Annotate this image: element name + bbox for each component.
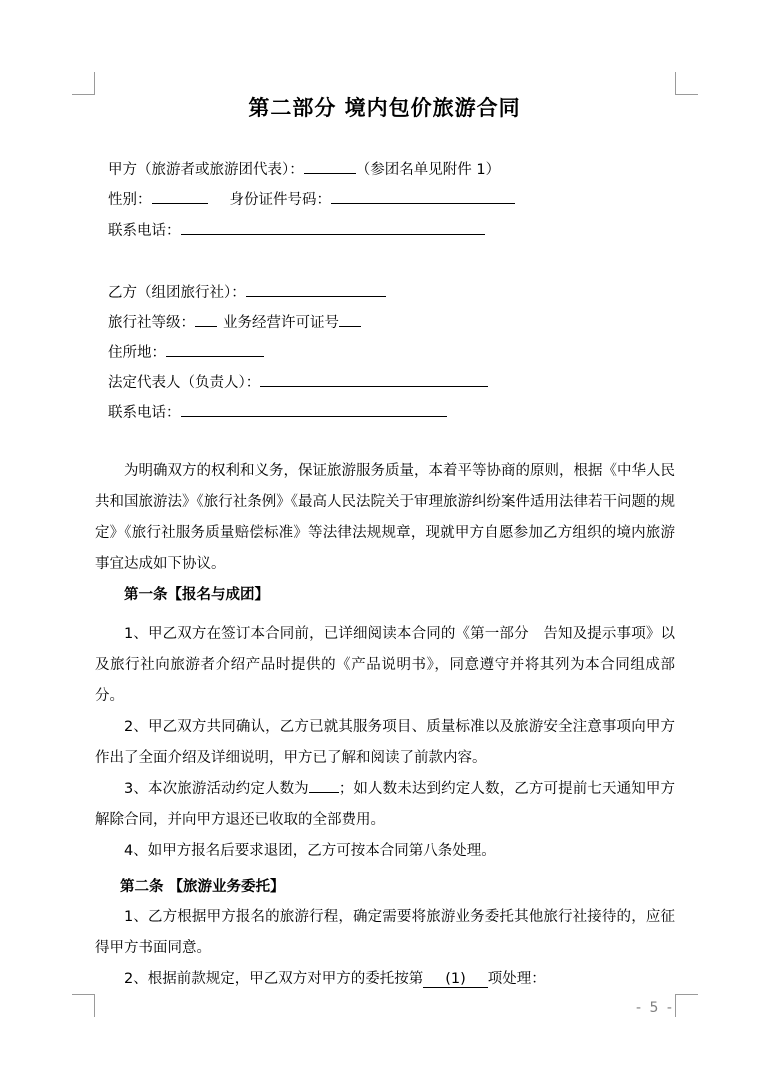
- rep-line: [108, 371, 488, 393]
- article1-item4: [95, 836, 675, 867]
- party-b-label: 乙方（组团旅行社）：: [108, 285, 246, 301]
- article2-item2-post: 项处理：: [487, 971, 546, 987]
- grade-license-line: [108, 311, 361, 333]
- party-b-blank[interactable]: [246, 281, 386, 297]
- gender-id-line: [108, 188, 515, 210]
- party-b-line: [108, 281, 386, 303]
- address-label: 住所地：: [108, 345, 166, 361]
- party-a-note: （参团名单见附件 1）: [355, 162, 501, 178]
- grade-blank[interactable]: [195, 311, 217, 327]
- participant-count-blank[interactable]: [309, 777, 339, 793]
- party-a-phone-label: 联系电话：: [108, 223, 181, 239]
- article1-item3-post: ；如人数未达到约定人数，乙方可提前七天通知甲方解除合同，并向甲方退还已收取的全部费用。: [95, 781, 675, 828]
- article2-item2: [95, 964, 675, 995]
- delegation-option-field[interactable]: (1): [423, 971, 488, 988]
- article2-item2-pre: 2、根据前款规定，甲乙双方对甲方的委托按第: [124, 971, 424, 987]
- id-blank[interactable]: [331, 188, 515, 204]
- article1-item1-text: 1、甲乙双方在签订本合同前，已详细阅读本合同的《第一部分 告知及提示事项》以及旅行社向旅游者介绍产品时提供的《产品说明书》，同意遵守并将其列为本合同组成部分。: [95, 626, 675, 704]
- address-line: [108, 341, 264, 363]
- gender-blank[interactable]: [152, 188, 208, 204]
- article1-item1: [95, 619, 675, 712]
- rep-label: 法定代表人（负责人）：: [108, 375, 261, 391]
- party-b-phone-blank[interactable]: [181, 401, 447, 417]
- page-number: - 5 -: [636, 1000, 674, 1016]
- article1-heading: 第一条【报名与成团】: [124, 587, 269, 603]
- party-b-phone-line: [108, 401, 447, 423]
- party-a-line: [108, 158, 500, 180]
- grade-label: 旅行社等级：: [108, 315, 195, 331]
- document-title: 第二部分 境内包价旅游合同: [248, 95, 521, 120]
- gender-label: 性别：: [108, 192, 152, 208]
- address-blank[interactable]: [166, 341, 264, 357]
- crop-mark-bottom-right: [675, 994, 698, 1017]
- preamble-text: 为明确双方的权利和义务，保证旅游服务质量，本着平等协商的原则，根据《中华人民共和国旅游法》《旅行社条例》《最高人民法院关于审理旅游纠纷案件适用法律若干问题的规定》《旅行社服务质量赔偿标准》等法律法规规章，现就甲方自愿参加乙方组织的境内旅游事宜达成如下协议。: [95, 463, 675, 572]
- license-label: 业务经营许可证号: [223, 315, 339, 331]
- rep-blank[interactable]: [260, 371, 488, 387]
- article2-item1-text: 1、乙方根据甲方报名的旅游行程，确定需要将旅游业务委托其他旅行社接待的，应征得甲方书面同意。: [95, 909, 675, 956]
- party-a-phone-blank[interactable]: [181, 219, 485, 235]
- article1-item3-pre: 3、本次旅游活动约定人数为: [124, 781, 309, 797]
- article2-item1: [95, 902, 675, 964]
- article1-item2: [95, 712, 675, 774]
- party-a-blank[interactable]: [304, 158, 356, 174]
- preamble-paragraph: [95, 456, 675, 580]
- party-b-phone-label: 联系电话：: [108, 405, 181, 421]
- party-a-phone-line: [108, 219, 485, 241]
- article1-item3: [95, 774, 675, 836]
- article1-item2-text: 2、甲乙双方共同确认，乙方已就其服务项目、质量标准以及旅游安全注意事项向甲方作出了全面介绍及详细说明，甲方已了解和阅读了前款内容。: [95, 719, 675, 766]
- crop-mark-bottom-left: [72, 994, 95, 1017]
- article1-item4-text: 4、如甲方报名后要求退团，乙方可按本合同第八条处理。: [124, 843, 496, 859]
- article2-heading: 第二条 【旅游业务委托】: [120, 879, 285, 895]
- license-blank[interactable]: [339, 311, 361, 327]
- party-a-label: 甲方（旅游者或旅游团代表）：: [108, 162, 304, 178]
- id-label: 身份证件号码：: [229, 192, 331, 208]
